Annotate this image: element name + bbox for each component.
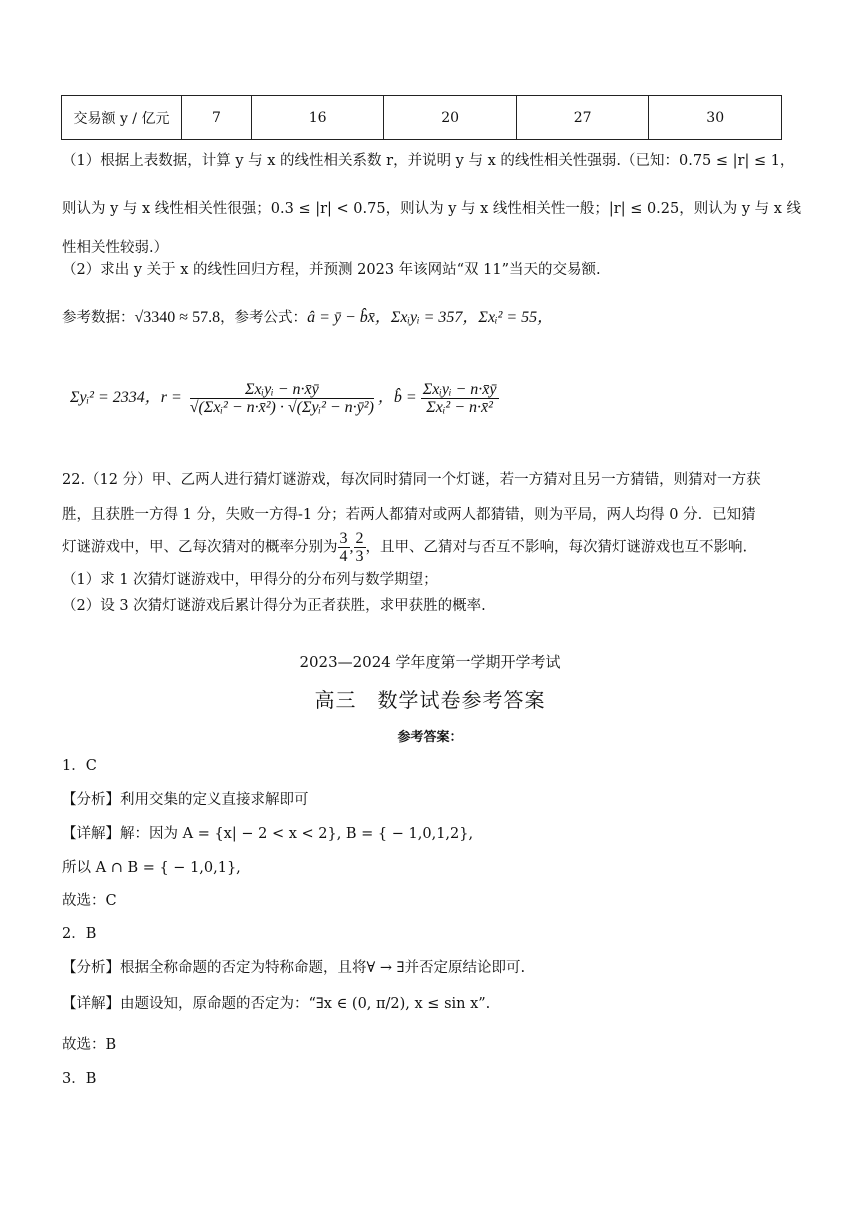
q22-line3-start: 灯谜游戏中，甲、乙每次猜对的概率分别为 — [62, 539, 338, 556]
reference-formula-label: ，参考公式： — [220, 310, 308, 326]
q22-line2: 胜，且获胜一方得 1 分，失败一方得-1 分；若两人都猜对或两人都猜错，则为平局，两人均得 0 分．已知猜 — [62, 507, 756, 523]
answers-heading: 参考答案： — [397, 730, 463, 745]
answer-2-detail: 【详解】由题设知，原命题的否定为：“∃x ∈ (0, π/2), x ≤ sin x”. — [62, 996, 491, 1012]
q22-line3: 灯谜游戏中，甲、乙每次猜对的概率分别为 $\frac{3}{4}$ , $\frac{2}{3}$ ，且甲、乙猜对与否互不影响，每次猜灯谜游戏也互不影响. — [62, 530, 748, 565]
r-numerator: Σxᵢyᵢ − n·x̄ȳ — [190, 381, 374, 399]
fraction-denominator: 3 — [355, 548, 364, 565]
formula-block — [70, 378, 499, 418]
table-cell: 16 — [251, 96, 384, 140]
b-fraction — [421, 381, 499, 416]
q22-line3-end: ，且甲、乙猜对与否互不影响，每次猜灯谜游戏也互不影响. — [365, 539, 748, 556]
answer-1-so: 所以 A ∩ B = { − 1,0,1}, — [62, 860, 241, 876]
answers-title: 2023—2024 学年度第一学期开学考试 — [299, 653, 561, 671]
q21-part1-line1: （1）根据上表数据，计算 y 与 x 的线性相关系数 r，并说明 y 与 x 的线性相关性强弱.（已知：0.75 ≤ |r| ≤ 1， — [62, 153, 795, 169]
answer-1: 1．C — [62, 758, 97, 774]
q21-part2: （2）求出 y 关于 x 的线性回归方程，并预测 2023 年该网站“双 11”当天的交易额. — [62, 262, 601, 278]
data-table — [61, 95, 782, 140]
q22-sub1: （1）求 1 次猜灯谜游戏中，甲得分的分布列与数学期望； — [62, 572, 438, 588]
q21-part1-line2: 则认为 y 与 x 线性相关性很强；0.3 ≤ |r| < 0.75，则认为 y 与 x 线性相关性一般；|r| ≤ 0.25，则认为 y 与 x 线 — [62, 201, 802, 217]
table-cell: 20 — [384, 96, 517, 140]
b-numerator: Σxᵢyᵢ − n·x̄ȳ — [422, 380, 497, 398]
reference-formula: â = ȳ − b̂x̄，Σxᵢyᵢ = 357，Σxᵢ² = 55， — [307, 309, 554, 326]
answer-3: 3．B — [62, 1071, 97, 1087]
q22-sub2: （2）设 3 次猜灯谜游戏后累计得分为正者获胜，求甲获胜的概率. — [62, 598, 486, 614]
q22-line1: 22.（12 分）甲、乙两人进行猜灯谜游戏，每次同时猜同一个灯谜，若一方猜对且另一方猜错，则猜对一方获 — [62, 472, 761, 488]
fraction-numerator: 3 — [339, 530, 348, 547]
prob-fraction-yi — [354, 530, 366, 565]
answer-2-analysis: 【分析】根据全称命题的否定为特称命题，且将∀ → ∃并否定原结论即可. — [62, 960, 526, 976]
answer-2: 2．B — [62, 926, 97, 942]
fraction-numerator: 2 — [355, 530, 364, 547]
table-cell: 27 — [516, 96, 649, 140]
table-cell: 30 — [649, 96, 782, 140]
answer-1-detail: 【详解】解：因为 A = {x| − 2 < x < 2}, B = { − 1,0,1,2}, — [62, 826, 474, 842]
table-row — [62, 96, 782, 140]
answer-1-choice: 故选：C — [62, 893, 117, 909]
q21-part1-line3: 性相关性较弱.） — [62, 240, 169, 256]
answers-subtitle: 高三 数学试卷参考答案 — [314, 688, 546, 712]
reference-sqrt: √3340 ≈ 57.8 — [134, 309, 221, 326]
table-cell: 7 — [182, 96, 252, 140]
table-row-label: 交易额 y / 亿元 — [62, 96, 182, 140]
b-denominator: Σxᵢ² − n·x̄² — [426, 398, 493, 416]
fraction-denominator: 4 — [339, 548, 348, 565]
answer-2-choice: 故选：B — [62, 1037, 117, 1053]
reference-label: 参考数据： — [62, 310, 135, 326]
answer-1-analysis: 【分析】利用交集的定义直接求解即可 — [62, 792, 309, 808]
reference-line — [62, 308, 553, 328]
r-denominator: √(Σxᵢ² − n·x̄²) · √(Σyᵢ² − n·ȳ²) — [189, 398, 374, 416]
prob-fraction-jia — [338, 530, 350, 565]
b-hat-label: ，b̂ = — [377, 389, 417, 406]
r-fraction — [190, 381, 374, 416]
sum-y-squared: Σyᵢ² = 2334，r = — [70, 389, 182, 406]
